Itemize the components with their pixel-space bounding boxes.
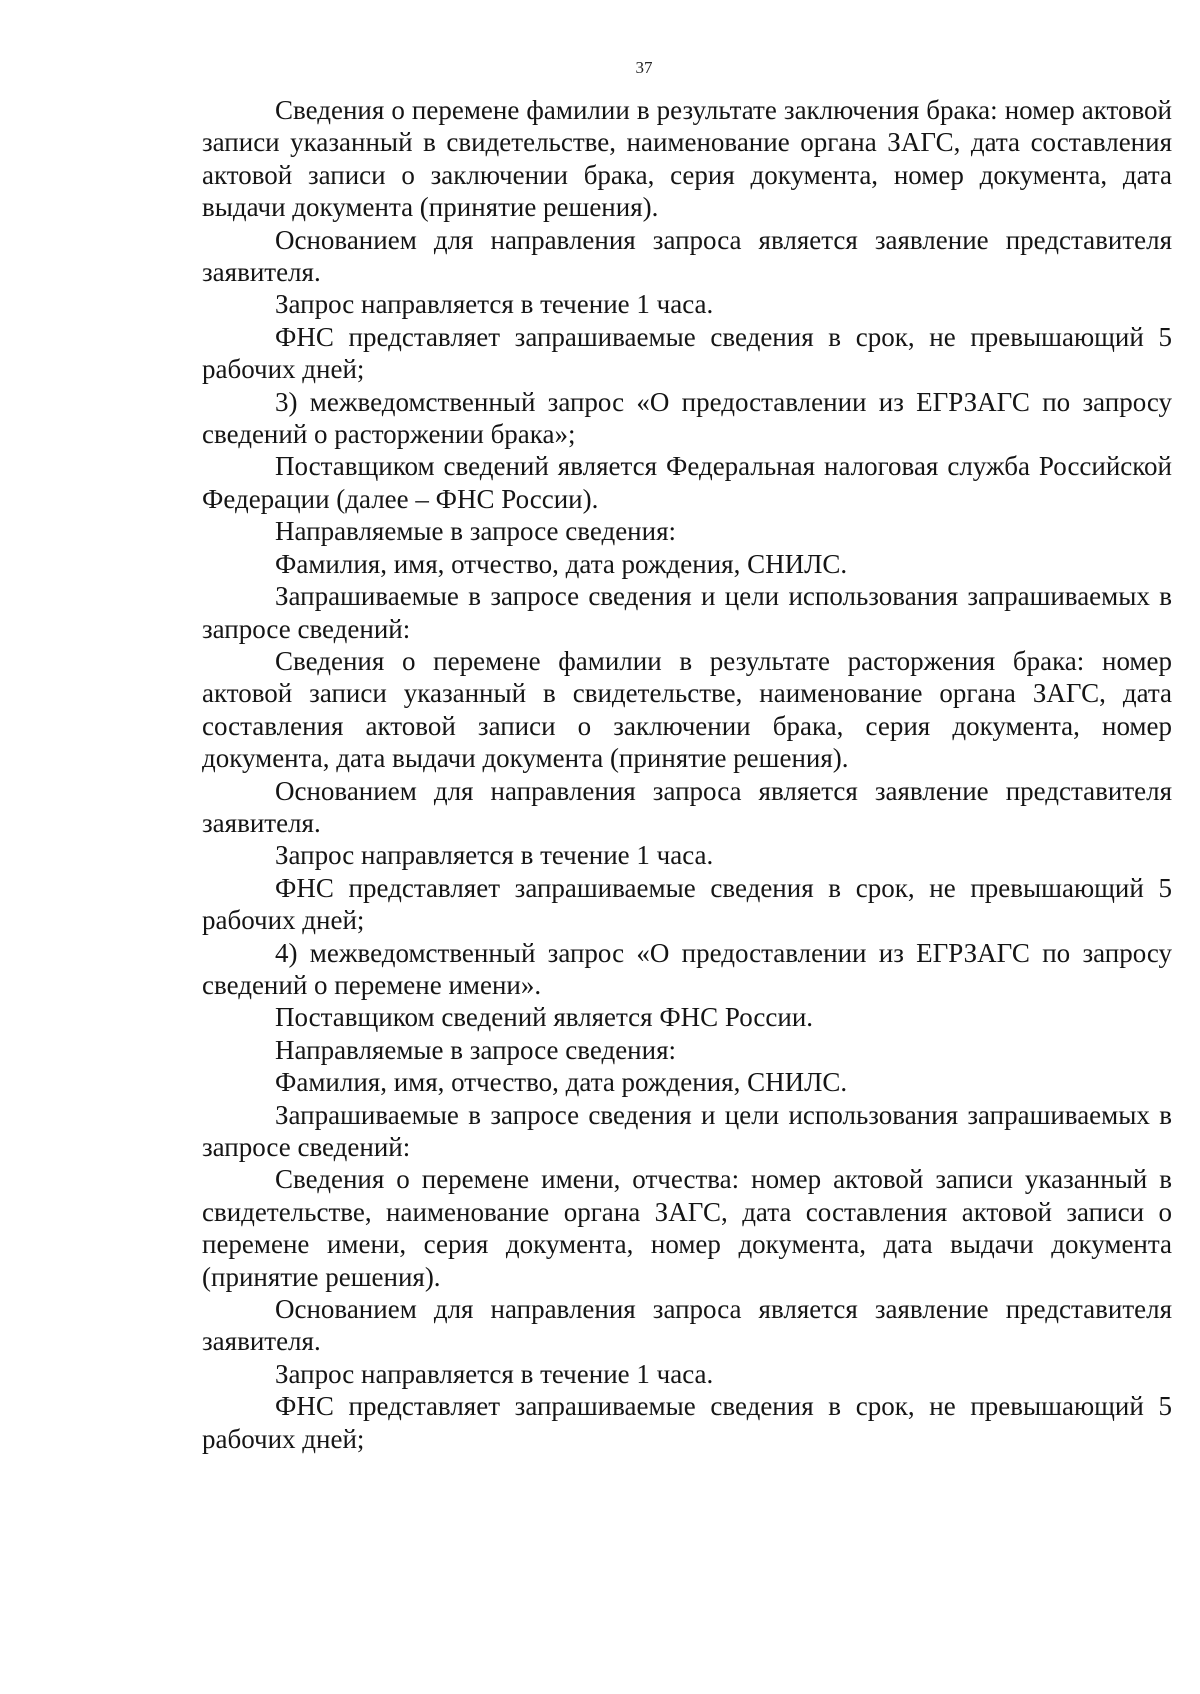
paragraph: Запрос направляется в течение 1 часа. [275,840,714,871]
paragraph: ФНС представляет запрашиваемые сведения в срок, не превышающий 5 рабочих дней; [202,1391,1172,1454]
paragraph: Основанием для направления запроса является заявление представителя заявителя. [202,1294,1172,1357]
paragraph: 4) межведомственный запрос «О предоставлении из ЕГРЗАГС по запросу сведений о перемене имени». [202,937,1172,1000]
paragraph: Поставщиком сведений является ФНС России. [275,1002,814,1033]
paragraph: Запрашиваемые в запросе сведения и цели использования запрашиваемых в запросе сведений: [202,581,1172,644]
paragraph: Направляемые в запросе сведения: [275,516,676,547]
paragraph: Сведения о перемене имени, отчества: номер актовой записи указанный в свидетельстве, наименование органа ЗАГС, дата составления актовой записи о перемене имени, серия документа, номер документа, дата выдачи документа (принятие решения). [202,1164,1172,1292]
paragraph: Основанием для направления запроса является заявление представителя заявителя. [202,224,1172,288]
paragraph: Запрос направляется в течение 1 часа. [275,1358,714,1389]
paragraph: 3) межведомственный запрос «О предоставлении из ЕГРЗАГС по запросу сведений о расторжении брака»; [202,386,1172,450]
paragraph: Поставщиком сведений является Федеральная налоговая служба Российской Федерации (далее – ФНС России). [202,451,1172,514]
paragraph: Сведения о перемене фамилии в результате заключения брака: номер актовой записи указанный в свидетельстве, наименование органа ЗАГС, дата составления актовой записи о заключении брака, серия документа, номер документа, дата выдачи документа (принятие решения). [202,95,1172,223]
document-body [202,94,1172,1455]
paragraph: Сведения о перемене фамилии в результате расторжения брака: номер актовой записи указанный в свидетельстве, наименование органа ЗАГС, дата составления актовой записи о заключении брака, серия документа, номер документа, дата выдачи документа (принятие решения). [202,645,1172,774]
paragraph: ФНС представляет запрашиваемые сведения в срок, не превышающий 5 рабочих дней; [202,872,1172,936]
paragraph: Фамилия, имя, отчество, дата рождения, СНИЛС. [275,1067,848,1098]
paragraph: Основанием для направления запроса является заявление представителя заявителя. [202,775,1172,838]
paragraph: Запрашиваемые в запросе сведения и цели использования запрашиваемых в запросе сведений: [202,1099,1172,1162]
paragraph: Направляемые в запросе сведения: [275,1034,676,1065]
paragraph: Фамилия, имя, отчество, дата рождения, СНИЛС. [275,548,848,579]
paragraph: Запрос направляется в течение 1 часа. [275,289,714,320]
paragraph: ФНС представляет запрашиваемые сведения в срок, не превышающий 5 рабочих дней; [202,321,1172,385]
page-number: 37 [635,58,653,77]
